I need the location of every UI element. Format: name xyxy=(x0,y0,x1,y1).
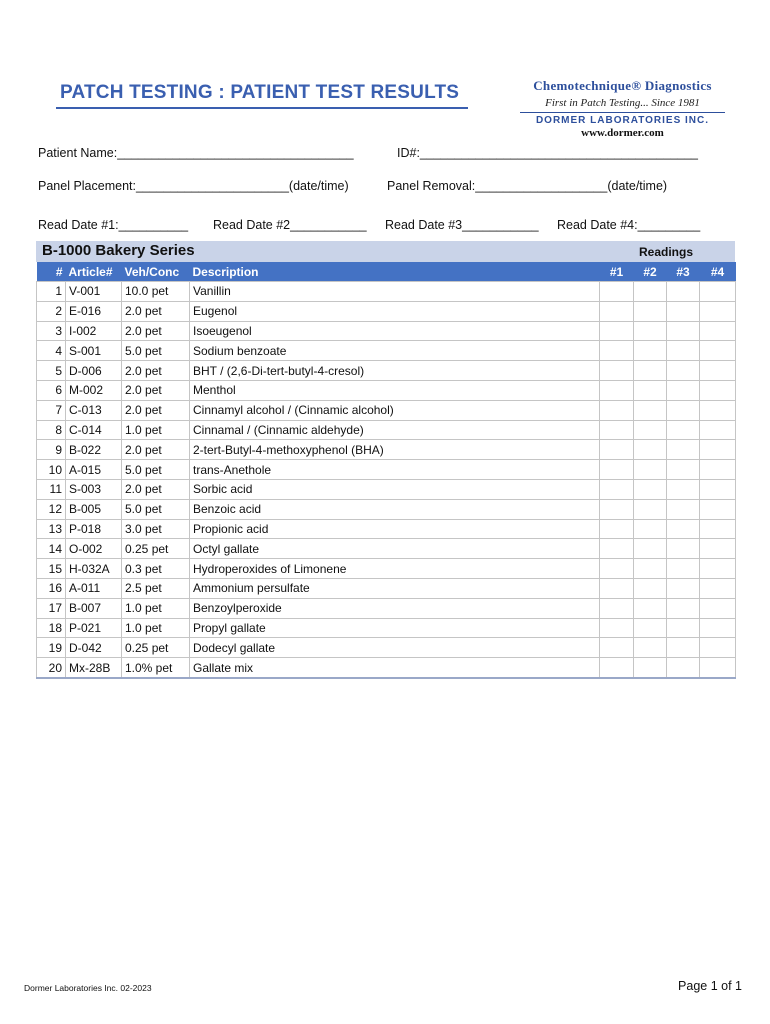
reading-4-cell[interactable] xyxy=(700,301,736,321)
row-number: 6 xyxy=(37,380,66,400)
reading-1-cell[interactable] xyxy=(600,420,634,440)
row-number: 9 xyxy=(37,440,66,460)
reading-3-cell[interactable] xyxy=(667,321,700,341)
table-body xyxy=(37,282,736,678)
reading-4-cell[interactable] xyxy=(700,578,736,598)
row-article: P-018 xyxy=(66,519,122,539)
reading-1-cell[interactable] xyxy=(600,479,634,499)
reading-3-cell[interactable] xyxy=(667,440,700,460)
reading-1-cell[interactable] xyxy=(600,578,634,598)
table-row xyxy=(37,420,736,440)
row-number: 8 xyxy=(37,420,66,440)
reading-3-cell[interactable] xyxy=(667,282,700,302)
row-article: I-002 xyxy=(66,321,122,341)
row-number: 20 xyxy=(37,658,66,678)
reading-2-cell[interactable] xyxy=(634,380,667,400)
company-logo xyxy=(520,78,725,139)
row-description: Cinnamal / (Cinnamic aldehyde) xyxy=(190,420,600,440)
title-underline xyxy=(56,107,468,109)
logo-brand: Chemotechnique® Diagnostics xyxy=(533,78,712,93)
reading-3-cell[interactable] xyxy=(667,638,700,658)
row-description: BHT / (2,6-Di-tert-butyl-4-cresol) xyxy=(190,361,600,381)
reading-4-cell[interactable] xyxy=(700,361,736,381)
row-concentration: 2.5 pet xyxy=(122,578,190,598)
reading-4-cell[interactable] xyxy=(700,519,736,539)
read-date-4-field[interactable]: Read Date #4:_________ xyxy=(557,218,701,232)
row-concentration: 0.25 pet xyxy=(122,539,190,559)
reading-4-cell[interactable] xyxy=(700,658,736,678)
row-article: Mx-28B xyxy=(66,658,122,678)
row-concentration: 5.0 pet xyxy=(122,341,190,361)
reading-2-cell[interactable] xyxy=(634,440,667,460)
row-article: C-014 xyxy=(66,420,122,440)
series-title: B-1000 Bakery Series xyxy=(42,242,195,259)
row-description: Cinnamyl alcohol / (Cinnamic alcohol) xyxy=(190,400,600,420)
row-concentration: 3.0 pet xyxy=(122,519,190,539)
readings-label: Readings xyxy=(638,245,693,259)
reading-2-cell[interactable] xyxy=(634,460,667,480)
row-concentration: 1.0 pet xyxy=(122,598,190,618)
reading-4-cell[interactable] xyxy=(700,539,736,559)
row-description: trans-Anethole xyxy=(190,460,600,480)
row-description: Benzoylperoxide xyxy=(190,598,600,618)
table-row xyxy=(37,380,736,400)
reading-2-cell[interactable] xyxy=(634,479,667,499)
reading-4-cell[interactable] xyxy=(700,559,736,579)
row-concentration: 2.0 pet xyxy=(122,380,190,400)
row-concentration: 2.0 pet xyxy=(122,400,190,420)
reading-4-cell[interactable] xyxy=(700,400,736,420)
reading-1-cell[interactable] xyxy=(600,400,634,420)
row-article: M-002 xyxy=(66,380,122,400)
reading-2-cell[interactable] xyxy=(634,539,667,559)
row-article: V-001 xyxy=(66,282,122,302)
reading-1-cell[interactable] xyxy=(600,380,634,400)
reading-2-cell[interactable] xyxy=(634,420,667,440)
reading-3-cell[interactable] xyxy=(667,361,700,381)
reading-3-cell[interactable] xyxy=(667,400,700,420)
table-header-row xyxy=(37,262,736,282)
row-description: Ammonium persulfate xyxy=(190,578,600,598)
reading-4-cell[interactable] xyxy=(700,420,736,440)
reading-2-cell[interactable] xyxy=(634,282,667,302)
reading-3-cell[interactable] xyxy=(667,479,700,499)
row-number: 18 xyxy=(37,618,66,638)
reading-1-cell[interactable] xyxy=(600,598,634,618)
row-number: 15 xyxy=(37,559,66,579)
reading-1-cell[interactable] xyxy=(600,341,634,361)
row-concentration: 2.0 pet xyxy=(122,440,190,460)
reading-4-cell[interactable] xyxy=(700,440,736,460)
reading-3-cell[interactable] xyxy=(667,499,700,519)
table-row xyxy=(37,618,736,638)
table-row xyxy=(37,361,736,381)
reading-2-cell[interactable] xyxy=(634,598,667,618)
series-header-bar xyxy=(36,241,735,262)
reading-3-cell[interactable] xyxy=(667,598,700,618)
reading-1-cell[interactable] xyxy=(600,499,634,519)
reading-2-cell[interactable] xyxy=(634,578,667,598)
row-description: Hydroperoxides of Limonene xyxy=(190,559,600,579)
row-number: 1 xyxy=(37,282,66,302)
row-concentration: 2.0 pet xyxy=(122,321,190,341)
table-row xyxy=(37,598,736,618)
row-article: C-013 xyxy=(66,400,122,420)
reading-1-cell[interactable] xyxy=(600,618,634,638)
reading-2-cell[interactable] xyxy=(634,559,667,579)
col-header-description: Description xyxy=(192,264,259,279)
table-row xyxy=(37,559,736,579)
reading-3-cell[interactable] xyxy=(667,420,700,440)
col-header-reading-3: #3 xyxy=(676,264,690,279)
logo-tagline: First in Patch Testing... Since 1981 xyxy=(545,97,700,109)
table-row xyxy=(37,400,736,420)
series-sheet xyxy=(36,241,735,679)
page-title: PATCH TESTING : PATIENT TEST RESULTS xyxy=(60,82,460,103)
reading-3-cell[interactable] xyxy=(667,341,700,361)
row-description: Dodecyl gallate xyxy=(190,638,600,658)
reading-1-cell[interactable] xyxy=(600,282,634,302)
row-article: S-003 xyxy=(66,479,122,499)
reading-4-cell[interactable] xyxy=(700,598,736,618)
row-article: S-001 xyxy=(66,341,122,361)
row-concentration: 0.25 pet xyxy=(122,638,190,658)
reading-3-cell[interactable] xyxy=(667,618,700,638)
row-description: Gallate mix xyxy=(190,658,600,678)
reading-1-cell[interactable] xyxy=(600,559,634,579)
reading-4-cell[interactable] xyxy=(700,618,736,638)
row-description: Octyl gallate xyxy=(190,539,600,559)
row-concentration: 2.0 pet xyxy=(122,479,190,499)
read-date-3-field[interactable]: Read Date #3___________ xyxy=(385,218,539,232)
row-description: Eugenol xyxy=(190,301,600,321)
row-article: A-015 xyxy=(66,460,122,480)
table-row xyxy=(37,321,736,341)
reading-2-cell[interactable] xyxy=(634,361,667,381)
row-article: B-022 xyxy=(66,440,122,460)
row-number: 4 xyxy=(37,341,66,361)
row-number: 7 xyxy=(37,400,66,420)
row-number: 14 xyxy=(37,539,66,559)
reading-4-cell[interactable] xyxy=(700,321,736,341)
row-number: 12 xyxy=(37,499,66,519)
row-concentration: 10.0 pet xyxy=(122,282,190,302)
reading-1-cell[interactable] xyxy=(600,638,634,658)
reading-4-cell[interactable] xyxy=(700,282,736,302)
reading-3-cell[interactable] xyxy=(667,539,700,559)
table-row xyxy=(37,499,736,519)
row-concentration: 5.0 pet xyxy=(122,499,190,519)
reading-3-cell[interactable] xyxy=(667,301,700,321)
row-description: Sorbic acid xyxy=(190,479,600,499)
reading-1-cell[interactable] xyxy=(600,361,634,381)
row-description: Propionic acid xyxy=(190,519,600,539)
row-article: B-007 xyxy=(66,598,122,618)
logo-url: www.dormer.com xyxy=(581,127,664,139)
row-number: 10 xyxy=(37,460,66,480)
reading-1-cell[interactable] xyxy=(600,301,634,321)
row-concentration: 1.0% pet xyxy=(122,658,190,678)
reading-1-cell[interactable] xyxy=(600,321,634,341)
table-row xyxy=(37,638,736,658)
row-description: Isoeugenol xyxy=(190,321,600,341)
row-article: A-011 xyxy=(66,578,122,598)
row-article: D-042 xyxy=(66,638,122,658)
reading-1-cell[interactable] xyxy=(600,440,634,460)
row-article: P-021 xyxy=(66,618,122,638)
panel-placement-field[interactable]: Panel Placement:______________________(date/time) xyxy=(38,179,349,193)
row-article: E-016 xyxy=(66,301,122,321)
reading-1-cell[interactable] xyxy=(600,539,634,559)
reading-2-cell[interactable] xyxy=(634,618,667,638)
row-description: Benzoic acid xyxy=(190,499,600,519)
row-concentration: 1.0 pet xyxy=(122,420,190,440)
row-description: Vanillin xyxy=(190,282,600,302)
row-description: Propyl gallate xyxy=(190,618,600,638)
reading-4-cell[interactable] xyxy=(700,638,736,658)
reading-2-cell[interactable] xyxy=(634,321,667,341)
col-header-reading-4: #4 xyxy=(710,264,725,279)
row-description: Menthol xyxy=(190,380,600,400)
reading-1-cell[interactable] xyxy=(600,460,634,480)
row-number: 11 xyxy=(37,479,66,499)
results-table xyxy=(36,262,736,679)
table-row xyxy=(37,539,736,559)
col-header-conc: Veh/Conc xyxy=(124,264,180,279)
footer-company: Dormer Laboratories Inc. 02-2023 xyxy=(24,983,152,993)
id-field[interactable]: ID#:________________________________________ xyxy=(397,146,699,160)
reading-2-cell[interactable] xyxy=(634,341,667,361)
row-concentration: 2.0 pet xyxy=(122,301,190,321)
reading-4-cell[interactable] xyxy=(700,499,736,519)
reading-2-cell[interactable] xyxy=(634,400,667,420)
row-description: 2-tert-Butyl-4-methoxyphenol (BHA) xyxy=(190,440,600,460)
table-row xyxy=(37,658,736,678)
table-row xyxy=(37,301,736,321)
col-header-reading-2: #2 xyxy=(643,264,657,279)
logo-divider xyxy=(520,112,725,113)
table-row xyxy=(37,460,736,480)
row-article: B-005 xyxy=(66,499,122,519)
table-row xyxy=(37,519,736,539)
reading-4-cell[interactable] xyxy=(700,479,736,499)
reading-3-cell[interactable] xyxy=(667,559,700,579)
row-article: O-002 xyxy=(66,539,122,559)
reading-2-cell[interactable] xyxy=(634,658,667,678)
reading-2-cell[interactable] xyxy=(634,301,667,321)
reading-3-cell[interactable] xyxy=(667,658,700,678)
reading-3-cell[interactable] xyxy=(667,460,700,480)
reading-3-cell[interactable] xyxy=(667,519,700,539)
row-number: 19 xyxy=(37,638,66,658)
row-description: Sodium benzoate xyxy=(190,341,600,361)
row-concentration: 2.0 pet xyxy=(122,361,190,381)
row-number: 16 xyxy=(37,578,66,598)
row-number: 3 xyxy=(37,321,66,341)
row-concentration: 0.3 pet xyxy=(122,559,190,579)
row-article: H-032A xyxy=(66,559,122,579)
reading-3-cell[interactable] xyxy=(667,380,700,400)
reading-1-cell[interactable] xyxy=(600,658,634,678)
logo-company: DORMER LABORATORIES INC. xyxy=(535,115,710,126)
reading-2-cell[interactable] xyxy=(634,519,667,539)
panel-removal-field[interactable]: Panel Removal:___________________(date/time) xyxy=(387,179,668,193)
row-number: 13 xyxy=(37,519,66,539)
table-row xyxy=(37,282,736,302)
read-date-1-field[interactable]: Read Date #1:__________ xyxy=(38,218,189,232)
reading-4-cell[interactable] xyxy=(700,341,736,361)
table-row xyxy=(37,578,736,598)
patient-name-field[interactable]: Patient Name:__________________________________ xyxy=(38,146,354,160)
reading-1-cell[interactable] xyxy=(600,519,634,539)
table-row xyxy=(37,479,736,499)
row-article: D-006 xyxy=(66,361,122,381)
row-number: 17 xyxy=(37,598,66,618)
row-concentration: 1.0 pet xyxy=(122,618,190,638)
table-row xyxy=(37,341,736,361)
read-date-2-field[interactable]: Read Date #2___________ xyxy=(213,218,367,232)
table-row xyxy=(37,440,736,460)
col-header-number: # xyxy=(55,264,63,279)
row-concentration: 5.0 pet xyxy=(122,460,190,480)
col-header-reading-1: #1 xyxy=(609,264,624,279)
row-number: 2 xyxy=(37,301,66,321)
col-header-article: Article# xyxy=(68,264,113,279)
reading-3-cell[interactable] xyxy=(667,578,700,598)
reading-4-cell[interactable] xyxy=(700,380,736,400)
reading-2-cell[interactable] xyxy=(634,499,667,519)
reading-4-cell[interactable] xyxy=(700,460,736,480)
row-number: 5 xyxy=(37,361,66,381)
reading-2-cell[interactable] xyxy=(634,638,667,658)
page-number: Page 1 of 1 xyxy=(678,979,742,993)
